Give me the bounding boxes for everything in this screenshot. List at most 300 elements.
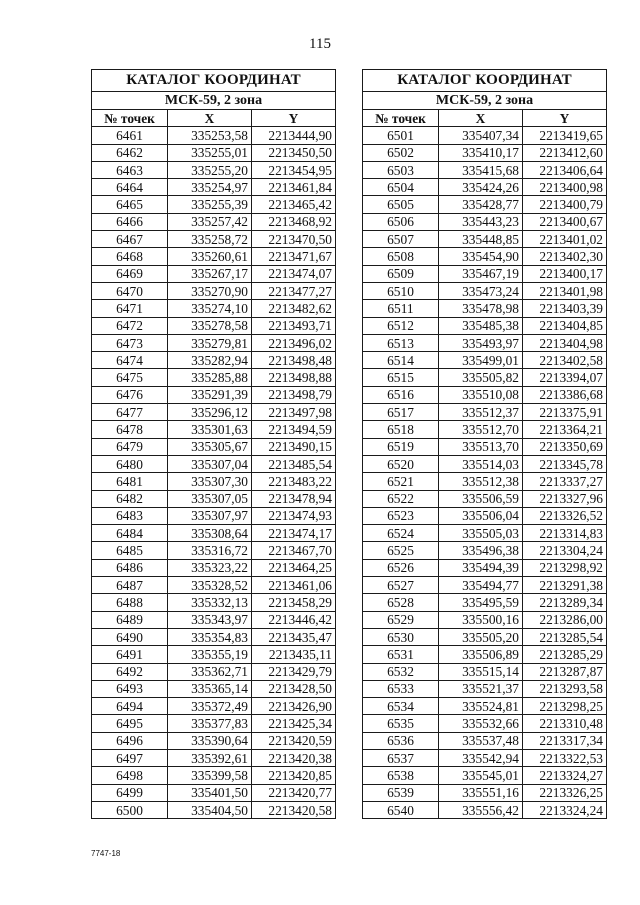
table-row [92, 594, 336, 611]
y-coordinate-cell: 2213324,27 [523, 767, 607, 784]
point-number-cell: 6465 [92, 196, 168, 213]
y-coordinate-cell: 2213400,67 [523, 213, 607, 230]
table-row [92, 144, 336, 161]
x-coordinate-cell: 335270,90 [168, 282, 252, 299]
point-number-cell: 6495 [92, 715, 168, 732]
y-coordinate-cell: 2213420,59 [252, 732, 336, 749]
point-number-cell: 6496 [92, 732, 168, 749]
y-coordinate-cell: 2213454,95 [252, 161, 336, 178]
y-coordinate-cell: 2213468,92 [252, 213, 336, 230]
x-coordinate-cell: 335372,49 [168, 698, 252, 715]
y-coordinate-cell: 2213458,29 [252, 594, 336, 611]
point-number-cell: 6499 [92, 784, 168, 801]
point-number-cell: 6521 [363, 473, 439, 490]
y-coordinate-cell: 2213444,90 [252, 127, 336, 144]
point-number-cell: 6469 [92, 265, 168, 282]
table-row [363, 663, 607, 680]
point-number-cell: 6523 [363, 507, 439, 524]
table-row [92, 231, 336, 248]
y-coordinate-cell: 2213285,54 [523, 628, 607, 645]
x-coordinate-cell: 335537,48 [439, 732, 523, 749]
point-number-cell: 6485 [92, 542, 168, 559]
table-row [363, 559, 607, 576]
point-number-cell: 6508 [363, 248, 439, 265]
point-number-cell: 6511 [363, 300, 439, 317]
x-coordinate-cell: 335354,83 [168, 628, 252, 645]
y-coordinate-cell: 2213286,00 [523, 611, 607, 628]
table-row [92, 577, 336, 594]
point-number-cell: 6481 [92, 473, 168, 490]
x-coordinate-cell: 335355,19 [168, 646, 252, 663]
table-row [92, 680, 336, 697]
x-coordinate-cell: 335524,81 [439, 698, 523, 715]
x-coordinate-cell: 335282,94 [168, 352, 252, 369]
point-number-cell: 6510 [363, 282, 439, 299]
point-number-cell: 6531 [363, 646, 439, 663]
x-coordinate-cell: 335551,16 [439, 784, 523, 801]
table-row [363, 594, 607, 611]
table-row [92, 300, 336, 317]
y-coordinate-cell: 2213494,59 [252, 421, 336, 438]
x-coordinate-cell: 335328,52 [168, 577, 252, 594]
y-coordinate-cell: 2213446,42 [252, 611, 336, 628]
y-coordinate-cell: 2213498,79 [252, 386, 336, 403]
catalog-title: КАТАЛОГ КООРДИНАТ [92, 70, 336, 92]
x-coordinate-cell: 335365,14 [168, 680, 252, 697]
point-number-cell: 6534 [363, 698, 439, 715]
y-coordinate-cell: 2213465,42 [252, 196, 336, 213]
y-coordinate-cell: 2213404,98 [523, 334, 607, 351]
x-coordinate-cell: 335307,04 [168, 455, 252, 472]
x-coordinate-cell: 335500,16 [439, 611, 523, 628]
y-coordinate-cell: 2213400,17 [523, 265, 607, 282]
x-coordinate-cell: 335253,58 [168, 127, 252, 144]
table-row [92, 473, 336, 490]
table-row [363, 646, 607, 663]
point-number-cell: 6538 [363, 767, 439, 784]
point-number-cell: 6507 [363, 231, 439, 248]
y-coordinate-cell: 2213435,47 [252, 628, 336, 645]
x-coordinate-cell: 335279,81 [168, 334, 252, 351]
x-coordinate-cell: 335515,14 [439, 663, 523, 680]
y-coordinate-cell: 2213498,88 [252, 369, 336, 386]
x-coordinate-cell: 335307,97 [168, 507, 252, 524]
table-row [363, 300, 607, 317]
y-coordinate-cell: 2213304,24 [523, 542, 607, 559]
y-coordinate-cell: 2213461,06 [252, 577, 336, 594]
y-coordinate-cell: 2213375,91 [523, 404, 607, 421]
point-number-cell: 6520 [363, 455, 439, 472]
table-row [92, 127, 336, 144]
y-coordinate-cell: 2213289,34 [523, 594, 607, 611]
point-number-cell: 6506 [363, 213, 439, 230]
table-row [363, 421, 607, 438]
x-coordinate-cell: 335485,38 [439, 317, 523, 334]
y-coordinate-cell: 2213287,87 [523, 663, 607, 680]
point-number-cell: 6537 [363, 749, 439, 766]
y-coordinate-cell: 2213386,68 [523, 386, 607, 403]
x-coordinate-cell: 335467,19 [439, 265, 523, 282]
y-coordinate-cell: 2213293,58 [523, 680, 607, 697]
point-number-cell: 6491 [92, 646, 168, 663]
y-coordinate-cell: 2213461,84 [252, 179, 336, 196]
y-coordinate-cell: 2213420,58 [252, 801, 336, 818]
x-coordinate-cell: 335493,97 [439, 334, 523, 351]
x-coordinate-cell: 335255,20 [168, 161, 252, 178]
y-coordinate-cell: 2213285,29 [523, 646, 607, 663]
x-coordinate-cell: 335556,42 [439, 801, 523, 818]
y-coordinate-cell: 2213474,17 [252, 525, 336, 542]
point-number-cell: 6505 [363, 196, 439, 213]
table-row [92, 542, 336, 559]
table-row [363, 282, 607, 299]
table-row [92, 196, 336, 213]
x-coordinate-cell: 335285,88 [168, 369, 252, 386]
x-coordinate-cell: 335296,12 [168, 404, 252, 421]
x-coordinate-cell: 335343,97 [168, 611, 252, 628]
point-number-cell: 6509 [363, 265, 439, 282]
y-coordinate-cell: 2213298,92 [523, 559, 607, 576]
column-header-x: X [168, 110, 252, 127]
table-row [92, 784, 336, 801]
point-number-cell: 6472 [92, 317, 168, 334]
table-row [363, 784, 607, 801]
point-number-cell: 6500 [92, 801, 168, 818]
table-row [363, 732, 607, 749]
y-coordinate-cell: 2213497,98 [252, 404, 336, 421]
point-number-cell: 6504 [363, 179, 439, 196]
point-number-cell: 6539 [363, 784, 439, 801]
table-row [92, 767, 336, 784]
x-coordinate-cell: 335428,77 [439, 196, 523, 213]
y-coordinate-cell: 2213496,02 [252, 334, 336, 351]
y-coordinate-cell: 2213419,65 [523, 127, 607, 144]
x-coordinate-cell: 335545,01 [439, 767, 523, 784]
x-coordinate-cell: 335532,66 [439, 715, 523, 732]
x-coordinate-cell: 335305,67 [168, 438, 252, 455]
table-row [363, 680, 607, 697]
point-number-cell: 6502 [363, 144, 439, 161]
y-coordinate-cell: 2213327,96 [523, 490, 607, 507]
column-header-x: X [439, 110, 523, 127]
table-row [92, 161, 336, 178]
x-coordinate-cell: 335258,72 [168, 231, 252, 248]
y-coordinate-cell: 2213471,67 [252, 248, 336, 265]
y-coordinate-cell: 2213428,50 [252, 680, 336, 697]
table-row [363, 334, 607, 351]
x-coordinate-cell: 335506,04 [439, 507, 523, 524]
table-row [363, 749, 607, 766]
table-row [92, 715, 336, 732]
y-coordinate-cell: 2213291,38 [523, 577, 607, 594]
point-number-cell: 6479 [92, 438, 168, 455]
y-coordinate-cell: 2213412,60 [523, 144, 607, 161]
y-coordinate-cell: 2213426,90 [252, 698, 336, 715]
point-number-cell: 6503 [363, 161, 439, 178]
y-coordinate-cell: 2213402,58 [523, 352, 607, 369]
x-coordinate-cell: 335390,64 [168, 732, 252, 749]
y-coordinate-cell: 2213435,11 [252, 646, 336, 663]
table-row [363, 369, 607, 386]
y-coordinate-cell: 2213337,27 [523, 473, 607, 490]
x-coordinate-cell: 335494,77 [439, 577, 523, 594]
point-number-cell: 6519 [363, 438, 439, 455]
x-coordinate-cell: 335399,58 [168, 767, 252, 784]
table-body [363, 127, 607, 819]
y-coordinate-cell: 2213364,21 [523, 421, 607, 438]
x-coordinate-cell: 335316,72 [168, 542, 252, 559]
table-row [92, 179, 336, 196]
x-coordinate-cell: 335267,17 [168, 265, 252, 282]
point-number-cell: 6527 [363, 577, 439, 594]
y-coordinate-cell: 2213310,48 [523, 715, 607, 732]
y-coordinate-cell: 2213400,79 [523, 196, 607, 213]
table-row [363, 127, 607, 144]
point-number-cell: 6486 [92, 559, 168, 576]
point-number-cell: 6498 [92, 767, 168, 784]
y-coordinate-cell: 2213394,07 [523, 369, 607, 386]
table-row [92, 438, 336, 455]
table-row [363, 611, 607, 628]
x-coordinate-cell: 335291,39 [168, 386, 252, 403]
y-coordinate-cell: 2213401,02 [523, 231, 607, 248]
x-coordinate-cell: 335521,37 [439, 680, 523, 697]
x-coordinate-cell: 335415,68 [439, 161, 523, 178]
table-row [363, 473, 607, 490]
table-row [363, 715, 607, 732]
table-row [363, 801, 607, 818]
y-coordinate-cell: 2213324,24 [523, 801, 607, 818]
y-coordinate-cell: 2213406,64 [523, 161, 607, 178]
y-coordinate-cell: 2213404,85 [523, 317, 607, 334]
coordinate-system-subtitle: МСК-59, 2 зона [363, 92, 607, 110]
y-coordinate-cell: 2213474,93 [252, 507, 336, 524]
catalog-title: КАТАЛОГ КООРДИНАТ [363, 70, 607, 92]
x-coordinate-cell: 335512,38 [439, 473, 523, 490]
x-coordinate-cell: 335454,90 [439, 248, 523, 265]
x-coordinate-cell: 335307,05 [168, 490, 252, 507]
point-number-cell: 6461 [92, 127, 168, 144]
table-row [92, 265, 336, 282]
point-number-cell: 6470 [92, 282, 168, 299]
x-coordinate-cell: 335505,03 [439, 525, 523, 542]
y-coordinate-cell: 2213477,27 [252, 282, 336, 299]
table-row [363, 404, 607, 421]
x-coordinate-cell: 335255,39 [168, 196, 252, 213]
y-coordinate-cell: 2213317,34 [523, 732, 607, 749]
point-number-cell: 6475 [92, 369, 168, 386]
point-number-cell: 6497 [92, 749, 168, 766]
x-coordinate-cell: 335505,82 [439, 369, 523, 386]
y-coordinate-cell: 2213326,25 [523, 784, 607, 801]
point-number-cell: 6514 [363, 352, 439, 369]
point-number-cell: 6513 [363, 334, 439, 351]
x-coordinate-cell: 335499,01 [439, 352, 523, 369]
table-row [92, 801, 336, 818]
point-number-cell: 6478 [92, 421, 168, 438]
x-coordinate-cell: 335278,58 [168, 317, 252, 334]
table-row [363, 507, 607, 524]
table-row [92, 628, 336, 645]
point-number-cell: 6536 [363, 732, 439, 749]
table-row [363, 698, 607, 715]
y-coordinate-cell: 2213400,98 [523, 179, 607, 196]
coordinate-catalog-table-right [362, 69, 607, 819]
x-coordinate-cell: 335424,26 [439, 179, 523, 196]
point-number-cell: 6473 [92, 334, 168, 351]
y-coordinate-cell: 2213298,25 [523, 698, 607, 715]
y-coordinate-cell: 2213464,25 [252, 559, 336, 576]
point-number-cell: 6484 [92, 525, 168, 542]
point-number-cell: 6530 [363, 628, 439, 645]
column-header-point-number: № точек [363, 110, 439, 127]
x-coordinate-cell: 335257,42 [168, 213, 252, 230]
x-coordinate-cell: 335410,17 [439, 144, 523, 161]
x-coordinate-cell: 335274,10 [168, 300, 252, 317]
point-number-cell: 6463 [92, 161, 168, 178]
point-number-cell: 6493 [92, 680, 168, 697]
table-row [92, 732, 336, 749]
x-coordinate-cell: 335514,03 [439, 455, 523, 472]
table-row [363, 542, 607, 559]
point-number-cell: 6518 [363, 421, 439, 438]
point-number-cell: 6483 [92, 507, 168, 524]
x-coordinate-cell: 335513,70 [439, 438, 523, 455]
point-number-cell: 6524 [363, 525, 439, 542]
y-coordinate-cell: 2213425,34 [252, 715, 336, 732]
y-coordinate-cell: 2213482,62 [252, 300, 336, 317]
x-coordinate-cell: 335404,50 [168, 801, 252, 818]
table-row [92, 611, 336, 628]
table-row [363, 248, 607, 265]
y-coordinate-cell: 2213467,70 [252, 542, 336, 559]
table-row [92, 317, 336, 334]
point-number-cell: 6462 [92, 144, 168, 161]
point-number-cell: 6489 [92, 611, 168, 628]
y-coordinate-cell: 2213401,98 [523, 282, 607, 299]
x-coordinate-cell: 335495,59 [439, 594, 523, 611]
table-row [92, 559, 336, 576]
point-number-cell: 6532 [363, 663, 439, 680]
y-coordinate-cell: 2213420,38 [252, 749, 336, 766]
y-coordinate-cell: 2213402,30 [523, 248, 607, 265]
y-coordinate-cell: 2213345,78 [523, 455, 607, 472]
table-row [363, 213, 607, 230]
table-row [363, 767, 607, 784]
y-coordinate-cell: 2213493,71 [252, 317, 336, 334]
x-coordinate-cell: 335505,20 [439, 628, 523, 645]
y-coordinate-cell: 2213498,48 [252, 352, 336, 369]
x-coordinate-cell: 335254,97 [168, 179, 252, 196]
y-coordinate-cell: 2213450,50 [252, 144, 336, 161]
table-row [363, 438, 607, 455]
table-row [92, 490, 336, 507]
x-coordinate-cell: 335362,71 [168, 663, 252, 680]
table-row [92, 663, 336, 680]
page-number: 115 [309, 36, 331, 52]
x-coordinate-cell: 335392,61 [168, 749, 252, 766]
table-row [92, 352, 336, 369]
x-coordinate-cell: 335308,64 [168, 525, 252, 542]
x-coordinate-cell: 335332,13 [168, 594, 252, 611]
table-row [363, 525, 607, 542]
table-row [92, 525, 336, 542]
x-coordinate-cell: 335401,50 [168, 784, 252, 801]
x-coordinate-cell: 335301,63 [168, 421, 252, 438]
point-number-cell: 6494 [92, 698, 168, 715]
table-row [363, 455, 607, 472]
x-coordinate-cell: 335473,24 [439, 282, 523, 299]
point-number-cell: 6482 [92, 490, 168, 507]
x-coordinate-cell: 335512,70 [439, 421, 523, 438]
table-row [92, 248, 336, 265]
point-number-cell: 6517 [363, 404, 439, 421]
point-number-cell: 6466 [92, 213, 168, 230]
point-number-cell: 6526 [363, 559, 439, 576]
x-coordinate-cell: 335506,89 [439, 646, 523, 663]
point-number-cell: 6525 [363, 542, 439, 559]
y-coordinate-cell: 2213403,39 [523, 300, 607, 317]
document-code: 7747-18 [91, 849, 121, 858]
x-coordinate-cell: 335494,39 [439, 559, 523, 576]
point-number-cell: 6501 [363, 127, 439, 144]
x-coordinate-cell: 335323,22 [168, 559, 252, 576]
x-coordinate-cell: 335448,85 [439, 231, 523, 248]
column-header-point-number: № точек [92, 110, 168, 127]
table-row [92, 698, 336, 715]
y-coordinate-cell: 2213470,50 [252, 231, 336, 248]
x-coordinate-cell: 335542,94 [439, 749, 523, 766]
y-coordinate-cell: 2213420,85 [252, 767, 336, 784]
table-row [363, 386, 607, 403]
y-coordinate-cell: 2213326,52 [523, 507, 607, 524]
column-header-y: Y [523, 110, 607, 127]
point-number-cell: 6528 [363, 594, 439, 611]
x-coordinate-cell: 335260,61 [168, 248, 252, 265]
point-number-cell: 6467 [92, 231, 168, 248]
table-body [92, 127, 336, 819]
column-header-y: Y [252, 110, 336, 127]
table-row [363, 179, 607, 196]
table-row [92, 369, 336, 386]
table-row [92, 646, 336, 663]
y-coordinate-cell: 2213485,54 [252, 455, 336, 472]
x-coordinate-cell: 335377,83 [168, 715, 252, 732]
y-coordinate-cell: 2213490,15 [252, 438, 336, 455]
point-number-cell: 6471 [92, 300, 168, 317]
point-number-cell: 6464 [92, 179, 168, 196]
point-number-cell: 6476 [92, 386, 168, 403]
x-coordinate-cell: 335512,37 [439, 404, 523, 421]
x-coordinate-cell: 335407,34 [439, 127, 523, 144]
y-coordinate-cell: 2213483,22 [252, 473, 336, 490]
table-row [363, 196, 607, 213]
table-row [92, 213, 336, 230]
point-number-cell: 6515 [363, 369, 439, 386]
point-number-cell: 6522 [363, 490, 439, 507]
table-row [363, 161, 607, 178]
x-coordinate-cell: 335510,08 [439, 386, 523, 403]
table-row [92, 421, 336, 438]
table-row [92, 334, 336, 351]
y-coordinate-cell: 2213350,69 [523, 438, 607, 455]
point-number-cell: 6474 [92, 352, 168, 369]
table-row [363, 490, 607, 507]
point-number-cell: 6488 [92, 594, 168, 611]
x-coordinate-cell: 335478,98 [439, 300, 523, 317]
point-number-cell: 6477 [92, 404, 168, 421]
point-number-cell: 6490 [92, 628, 168, 645]
